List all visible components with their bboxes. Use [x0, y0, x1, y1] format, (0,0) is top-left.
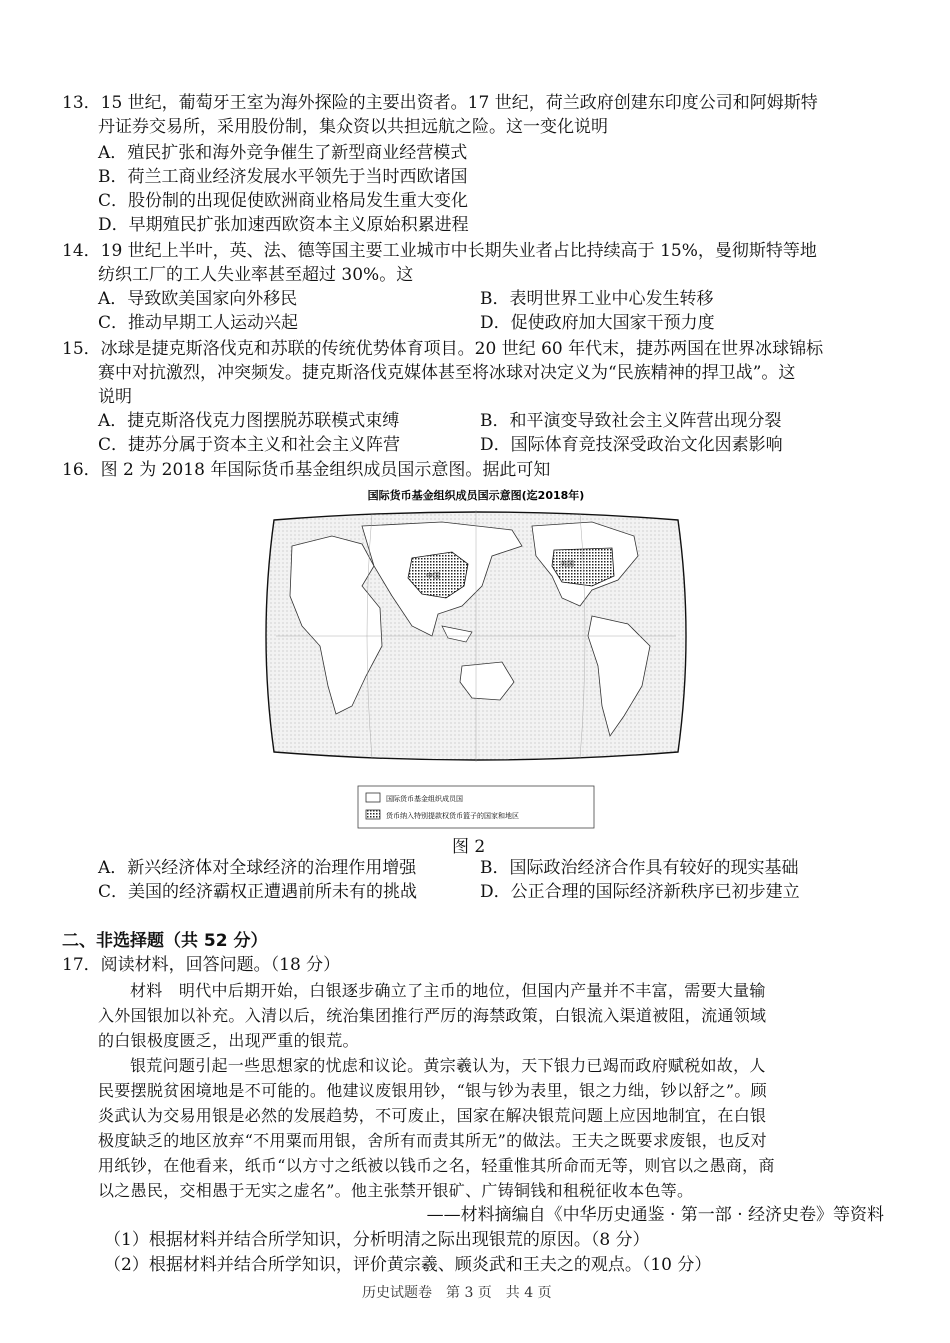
q17-para2-line5: 用纸钞，在他看来，纸币“以方寸之纸被以钱币之名，轻重惟其所命而无等，则官以之愚商，商 — [98, 1156, 775, 1175]
imf-member-map — [262, 486, 690, 832]
q14-stem-line2: 纺织工厂的工人失业率甚至超过 30%。这 — [98, 265, 414, 285]
china-label: 中国 — [426, 572, 440, 580]
q16-option-c: C．美国的经济霸权正遭遇前所未有的挑战 — [98, 882, 418, 902]
q15-stem-line2: 赛中对抗激烈，冲突频发。捷克斯洛伐克媒体甚至将冰球对决定义为“民族精神的捍卫战”。这 — [98, 363, 796, 383]
q15-option-b: B．和平演变导致社会主义阵营出现分裂 — [480, 411, 782, 431]
q13-option-a: A．殖民扩张和海外竞争催生了新型商业经营模式 — [98, 143, 468, 163]
q16-stem: 16．图 2 为 2018 年国际货币基金组织成员国示意图。据此可知 — [62, 460, 551, 480]
q13-option-d: D．早期殖民扩张加速西欧资本主义原始积累进程 — [98, 215, 469, 235]
q15-option-a: A．捷克斯洛伐克力图摆脱苏联模式束缚 — [98, 411, 400, 431]
q16-option-b: B．国际政治经济合作具有较好的现实基础 — [480, 858, 799, 878]
q14-option-b: B．表明世界工业中心发生转移 — [480, 289, 714, 309]
q15-stem-line1: 15．冰球是捷克斯洛伐克和苏联的传统优势体育项目。20 世纪 60 年代末，捷苏两国在世界冰球锦标 — [62, 339, 824, 359]
q17-para2-line4: 极度缺乏的地区放弃“不用粟而用银，舍所有而责其所无”的做法。王夫之既要求废银，也反对 — [98, 1131, 767, 1150]
q17-sub1: （1）根据材料并结合所学知识，分析明清之际出现银荒的原因。（8 分） — [104, 1230, 650, 1250]
q14-option-d: D．促使政府加大国家干预力度 — [480, 313, 715, 333]
legend-member-text: 国际货币基金组织成员国 — [386, 795, 463, 803]
q17-source: ——材料摘编自《中华历史通鉴 · 第一部 · 经济史卷》等资料 — [426, 1205, 884, 1225]
q17-para2-line1: 银荒问题引起一些思想家的忧虑和议论。黄宗羲认为，天下银力已竭而政府赋税如故，人 — [130, 1056, 766, 1075]
map-title: 国际货币基金组织成员国示意图(迄2018年) — [367, 489, 585, 502]
q17-stem: 17．阅读材料，回答问题。（18 分） — [62, 955, 341, 975]
q17-para2-line2: 民要摆脱贫困境地是不可能的。他建议废银用钞，“银与钞为表里，银之力绌，钞以舒之”。顾 — [98, 1081, 767, 1100]
q16-option-d: D．公正合理的国际经济新秩序已初步建立 — [480, 882, 800, 902]
q17-para2-line6: 以之愚民，交相愚于无实之虚名”。他主张禁开银矿、广铸铜钱和租税征收本色等。 — [98, 1181, 694, 1200]
q13-stem-line1: 13．15 世纪，葡萄牙王室为海外探险的主要出资者。17 世纪，荷兰政府创建东印度公司和阿姆斯特 — [62, 93, 818, 113]
q17-para1-line1: 材料 明代中后期开始，白银逐步确立了主币的地位，但国内产量并不丰富，需要大量输 — [130, 981, 766, 1000]
figure-caption: 图 2 — [452, 837, 486, 857]
legend-swatch-sdr — [366, 810, 380, 819]
q13-stem-line2: 丹证券交易所，采用股份制，集众资以共担远航之险。这一变化说明 — [98, 117, 608, 137]
legend-sdr-text: 货币纳入特别提款权货币篮子的国家和地区 — [386, 812, 519, 820]
q17-para1-line2: 入外国银加以补充。入清以后，统治集团推行严厉的海禁政策，白银流入渠道被阻，流通领域 — [98, 1006, 767, 1025]
q14-stem-line1: 14．19 世纪上半叶，英、法、德等国主要工业城市中长期失业者占比持续高于 15%，曼彻斯特等地 — [62, 241, 817, 261]
q14-option-c: C．推动早期工人运动兴起 — [98, 313, 299, 333]
q13-option-b: B．荷兰工商业经济发展水平领先于当时西欧诸国 — [98, 167, 468, 187]
q13-option-c: C．股份制的出现促使欧洲商业格局发生重大变化 — [98, 191, 469, 211]
q17-para2-line3: 炎武认为交易用银是必然的发展趋势，不可废止，国家在解决银荒问题上应因地制宜，在白银 — [98, 1106, 767, 1125]
legend-swatch-member — [366, 793, 380, 802]
page-footer: 历史试题卷 第 3 页 共 4 页 — [362, 1285, 552, 1301]
usa-label: 美国 — [560, 560, 574, 568]
q17-sub2: （2）根据材料并结合所学知识，评价黄宗羲、顾炎武和王夫之的观点。（10 分） — [104, 1255, 712, 1275]
world-map-svg — [262, 486, 690, 832]
section-title: 二、非选择题（共 52 分） — [62, 931, 268, 951]
map-legend — [358, 786, 594, 828]
q15-stem-line3: 说明 — [98, 387, 132, 407]
q17-para1-line3: 的白银极度匮乏，出现严重的银荒。 — [98, 1031, 359, 1050]
q16-option-a: A．新兴经济体对全球经济的治理作用增强 — [98, 858, 417, 878]
q15-option-c: C．捷苏分属于资本主义和社会主义阵营 — [98, 435, 401, 455]
q14-option-a: A．导致欧美国家向外移民 — [98, 289, 298, 309]
q15-option-d: D．国际体育竞技深受政治文化因素影响 — [480, 435, 783, 455]
